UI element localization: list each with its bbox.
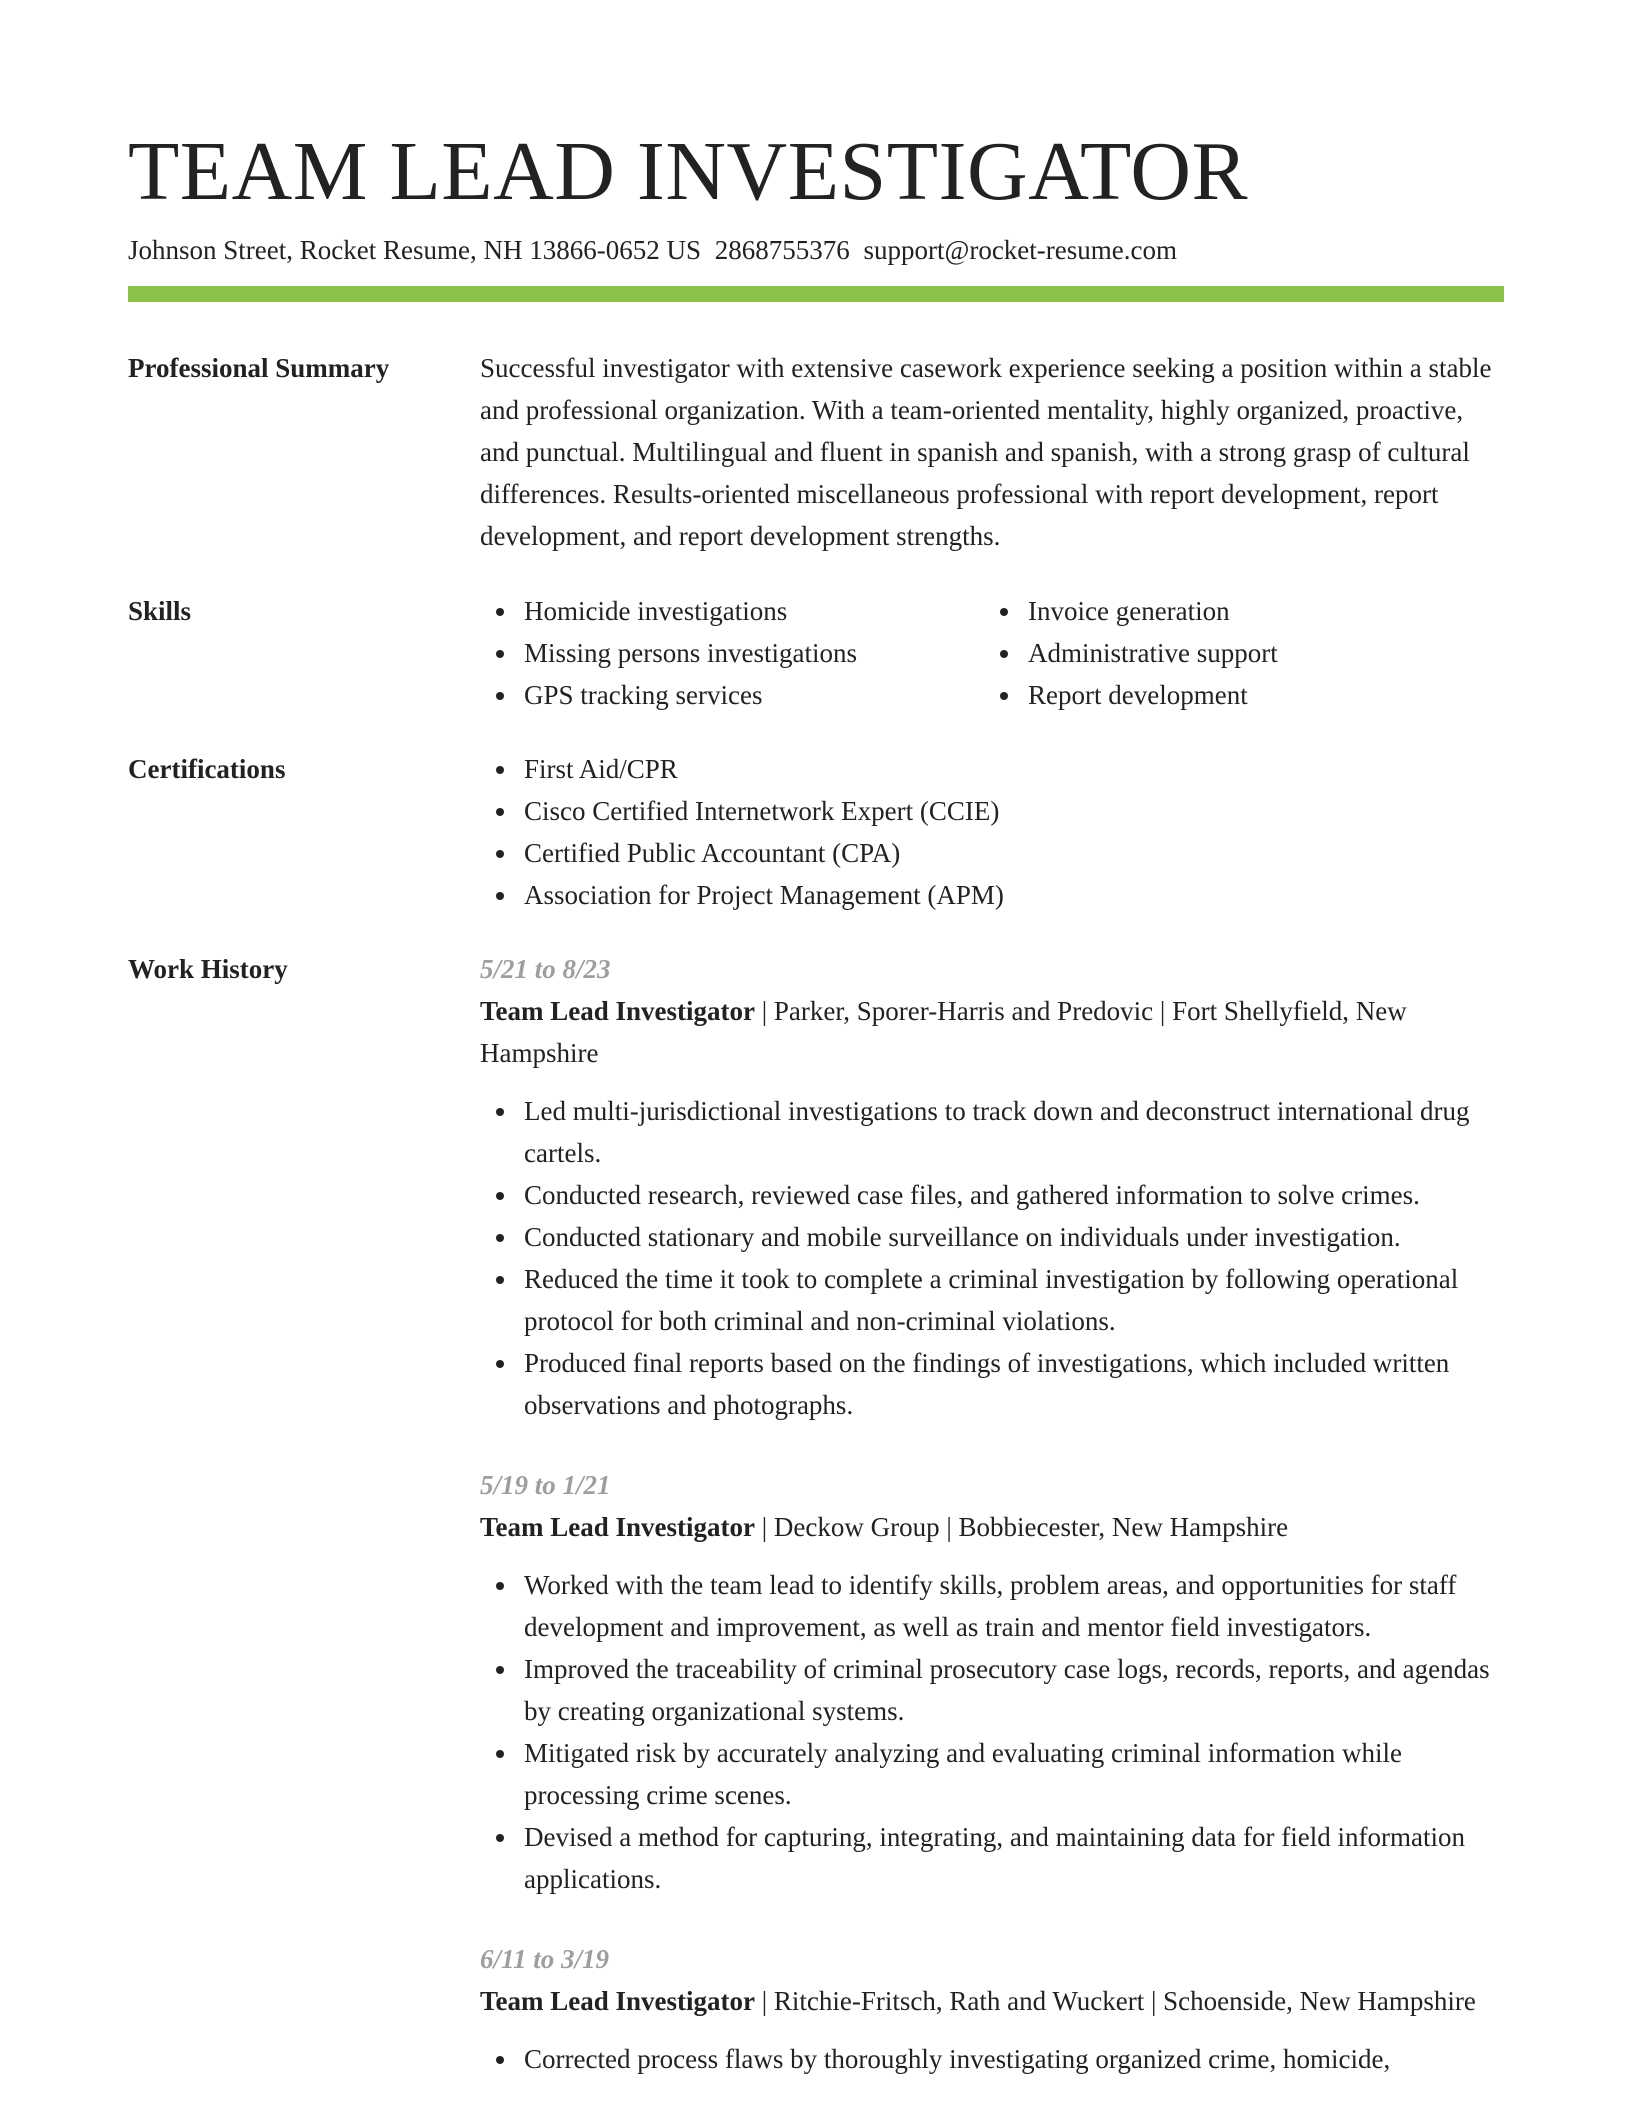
certifications-list (480, 748, 1504, 916)
contact-phone: 2868755376 (714, 235, 850, 265)
job-bullets (480, 2038, 1504, 2080)
job-entry (480, 1938, 1504, 2080)
job-heading (480, 1980, 1504, 2022)
job-bullet: Mitigated risk by accurately analyzing and evaluating criminal information while processing crime scenes. (480, 1732, 1504, 1816)
job-bullet: Worked with the team lead to identify skills, problem areas, and opportunities for staff development and improvement, as well as train and mentor field investigators. (480, 1564, 1504, 1648)
job-title: Team Lead Investigator (480, 1986, 755, 2016)
contact-address: Johnson Street, Rocket Resume, NH 13866-0652 US (128, 235, 701, 265)
job-employer-location: | Parker, Sporer-Harris and Predovic | Fort Shellyfield, New Hampshire (480, 996, 1407, 1068)
job-bullet: Conducted research, reviewed case files, and gathered information to solve crimes. (480, 1174, 1504, 1216)
work-history-heading: Work History (128, 954, 288, 984)
summary-heading: Professional Summary (128, 353, 390, 383)
skills-heading: Skills (128, 596, 192, 626)
job-employer-location: | Deckow Group | Bobbiecester, New Hampshire (755, 1512, 1289, 1542)
job-bullet: Corrected process flaws by thoroughly investigating organized crime, homicide, (480, 2038, 1504, 2080)
job-bullets (480, 1090, 1504, 1426)
job-dates: 5/19 to 1/21 (480, 1470, 611, 1500)
contact-line (128, 230, 1177, 270)
job-bullet: Reduced the time it took to complete a criminal investigation by following operational protocol for both criminal and non-criminal violations. (480, 1258, 1504, 1342)
certifications-heading: Certifications (128, 754, 286, 784)
job-title: Team Lead Investigator (480, 1512, 755, 1542)
skill-item: Homicide investigations (480, 590, 984, 632)
resume-title: TEAM LEAD INVESTIGATOR (128, 125, 1249, 218)
skills-column-2 (984, 590, 1488, 716)
job-dates: 5/21 to 8/23 (480, 954, 611, 984)
contact-email: support@rocket-resume.com (863, 235, 1177, 265)
job-entry (480, 1464, 1504, 1900)
job-bullets (480, 1564, 1504, 1900)
skill-item: Administrative support (984, 632, 1488, 674)
job-heading (480, 990, 1504, 1074)
job-bullet: Conducted stationary and mobile surveillance on individuals under investigation. (480, 1216, 1504, 1258)
skill-item: GPS tracking services (480, 674, 984, 716)
job-bullet: Improved the traceability of criminal prosecutory case logs, records, reports, and agendas by creating organizational systems. (480, 1648, 1504, 1732)
job-employer-location: | Ritchie-Fritsch, Rath and Wuckert | Schoenside, New Hampshire (755, 1986, 1476, 2016)
certification-item: Association for Project Management (APM) (480, 874, 1504, 916)
certification-item: First Aid/CPR (480, 748, 1504, 790)
skill-item: Invoice generation (984, 590, 1488, 632)
skill-item: Missing persons investigations (480, 632, 984, 674)
header-divider (128, 286, 1504, 302)
job-dates: 6/11 to 3/19 (480, 1944, 610, 1974)
certification-item: Cisco Certified Internetwork Expert (CCIE) (480, 790, 1504, 832)
job-heading (480, 1506, 1504, 1548)
summary-text: Successful investigator with extensive casework experience seeking a position within a stable and professional organization. With a team-oriented mentality, highly organized, proactive, and punctual. Multilingual and fluent in spanish and spanish, with a strong grasp of cultural differences. Results-oriented miscellaneous professional with report development, report development, and report development strengths. (480, 353, 1492, 551)
job-entry (480, 948, 1504, 1426)
job-bullet: Produced final reports based on the findings of investigations, which included written observations and photographs. (480, 1342, 1504, 1426)
job-bullet: Devised a method for capturing, integrating, and maintaining data for field information applications. (480, 1816, 1504, 1900)
skill-item: Report development (984, 674, 1488, 716)
job-title: Team Lead Investigator (480, 996, 755, 1026)
skills-column-1 (480, 590, 984, 716)
certification-item: Certified Public Accountant (CPA) (480, 832, 1504, 874)
job-bullet: Led multi-jurisdictional investigations to track down and deconstruct international drug cartels. (480, 1090, 1504, 1174)
